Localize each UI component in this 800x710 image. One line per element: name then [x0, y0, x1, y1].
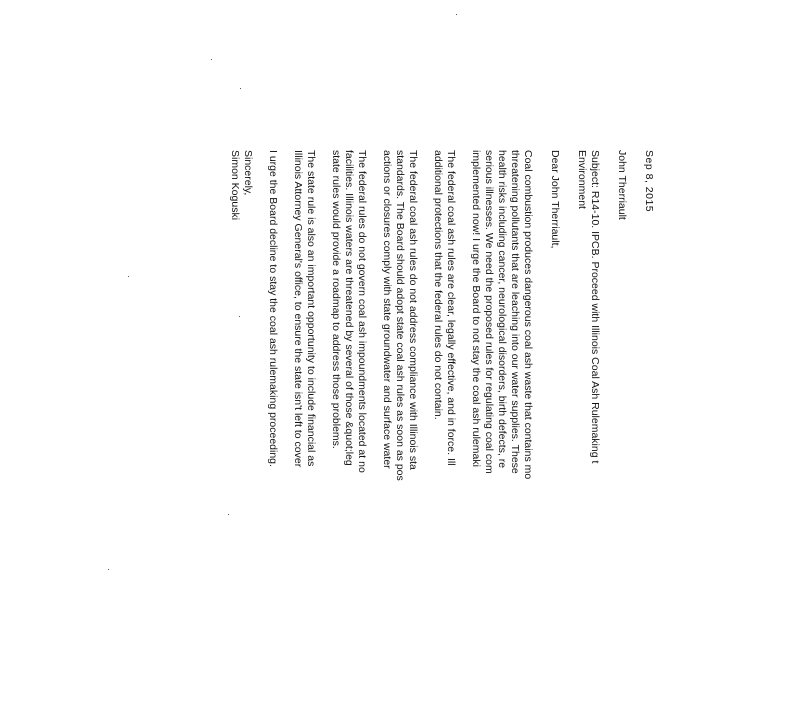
scan-speck: [456, 14, 457, 15]
paragraph: [329, 150, 368, 710]
paragraph-line: facilities. Illinois waters are threatened by several of those &quot;leg: [343, 150, 355, 466]
scan-speck: [108, 569, 109, 570]
closing: Sincerely,: [242, 150, 254, 196]
paragraph-line: The state rule is also an important opportunity to include financial as: [305, 150, 317, 467]
letter-date: Sep 8, 2015: [643, 150, 655, 213]
paragraph: [431, 150, 457, 710]
signature-name: Simon Koguski: [229, 150, 241, 221]
paragraph-line: additional protections that the federal rules do not contain.: [432, 150, 444, 420]
subject-text: Environment: [576, 150, 588, 209]
paragraph-line: implemented now! I urge the Board to not stay the coal ash rulemaki: [470, 150, 482, 467]
paragraph-line: The federal coal ash rules are clear, legally effective, and in force. Ill: [445, 150, 457, 466]
paragraph-line: standards. The Board should adopt state coal ash rules as soon as pos: [394, 150, 406, 481]
paragraph-line: serious illnesses. We need the proposed rules for regulating coal com: [483, 150, 495, 474]
scan-speck: [228, 514, 229, 515]
paragraph-line: Coal combustion produces dangerous coal ash waste that contains mo: [522, 150, 534, 480]
scan-speck: [211, 59, 212, 60]
subject-line: [575, 150, 601, 710]
paragraph: [469, 150, 534, 710]
scan-speck: [239, 316, 240, 317]
paragraph-line: threatening pollutants that are leaching into our water supplies. These: [509, 150, 521, 474]
paragraph-line: state rules would provide a roadmap to address those problems.: [330, 150, 342, 449]
paragraph-line: Illinois Attorney General's office, to ensure the state isn't left to cover: [292, 150, 304, 468]
letter-page: [229, 150, 655, 710]
subject-text: Subject: R14-10. IPCB. Proceed with Illinois Coal Ash Rulemaking t: [589, 150, 601, 464]
paragraph: [291, 150, 317, 710]
paragraph-line: The federal coal ash rules do not address compliance with Illinois sta: [407, 150, 419, 470]
paragraph-line: actions or closures comply with state groundwater and surface water: [381, 150, 393, 469]
scan-speck: [240, 88, 241, 89]
paragraph-line: health risks including cancer, neurological disorders, birth defects, re: [496, 150, 508, 469]
scan-speck: [128, 276, 129, 277]
paragraph: [380, 150, 419, 710]
recipient-name: John Therriault: [616, 150, 628, 220]
paragraph-line: The federal rules do not govern coal ash impoundments located at no: [356, 150, 368, 473]
greeting: Dear John Therriault,: [549, 150, 561, 249]
paragraph: [266, 150, 279, 710]
paragraph-line: I urge the Board decline to stay the coal ash rulemaking proceeding.: [267, 150, 279, 467]
